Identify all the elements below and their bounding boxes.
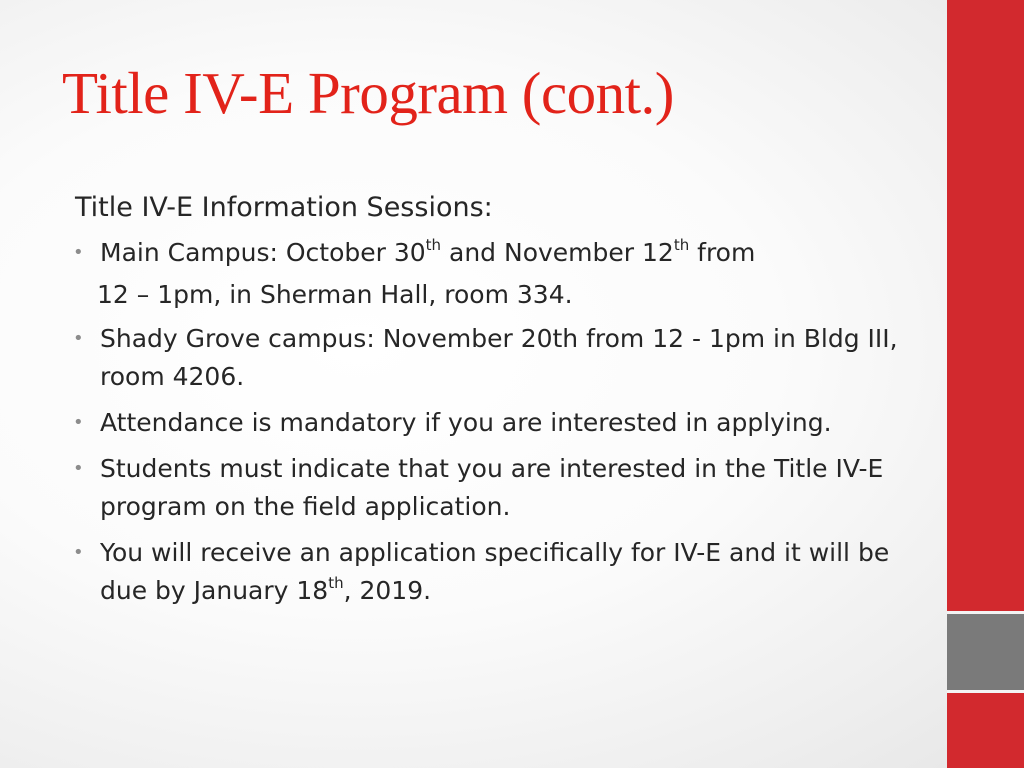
main-campus-text-3: from [689, 238, 756, 267]
bullet-item-attendance [75, 404, 915, 442]
bullet-marker: • [73, 542, 84, 563]
application-text-2: , 2019. [343, 576, 432, 605]
slide-content [75, 188, 915, 618]
main-campus-continuation: 12 – 1pm, in Sherman Hall, room 334. [97, 280, 573, 309]
attendance-text: Attendance is mandatory if you are interested in applying. [100, 408, 832, 437]
subheading: Title IV-E Information Sessions: [75, 192, 493, 223]
students-text: Students must indicate that you are interested in the Title IV-E program on the field application. [100, 454, 884, 521]
application-text: You will receive an application specifically for IV-E and it will be due by January 18 [100, 538, 890, 605]
bullet-item-application [75, 534, 915, 610]
main-campus-text: Main Campus: October 30 [100, 238, 426, 267]
bullet-marker: • [73, 242, 84, 263]
bullet-marker: • [73, 328, 84, 349]
ordinal-suffix: th [673, 235, 690, 254]
bullet-item-shady-grove [75, 320, 915, 396]
shady-grove-text: Shady Grove campus: November 20th from 12 - 1pm in Bldg III, room 4206. [100, 324, 898, 391]
bullet-marker: • [73, 412, 84, 433]
bullet-item-main-campus [75, 234, 915, 272]
bullet-list [75, 234, 915, 610]
ordinal-suffix: th [425, 235, 442, 254]
side-band-divider-bottom [947, 690, 1024, 693]
bullet-item-students [75, 450, 915, 526]
ordinal-suffix: th [328, 573, 344, 592]
slide-title: Title IV-E Program (cont.) [62, 60, 674, 126]
bullet-marker: • [73, 458, 84, 479]
decorative-side-band [947, 0, 1024, 768]
main-campus-text-2: and November 12 [441, 238, 674, 267]
side-band-gray-block [947, 614, 1024, 690]
